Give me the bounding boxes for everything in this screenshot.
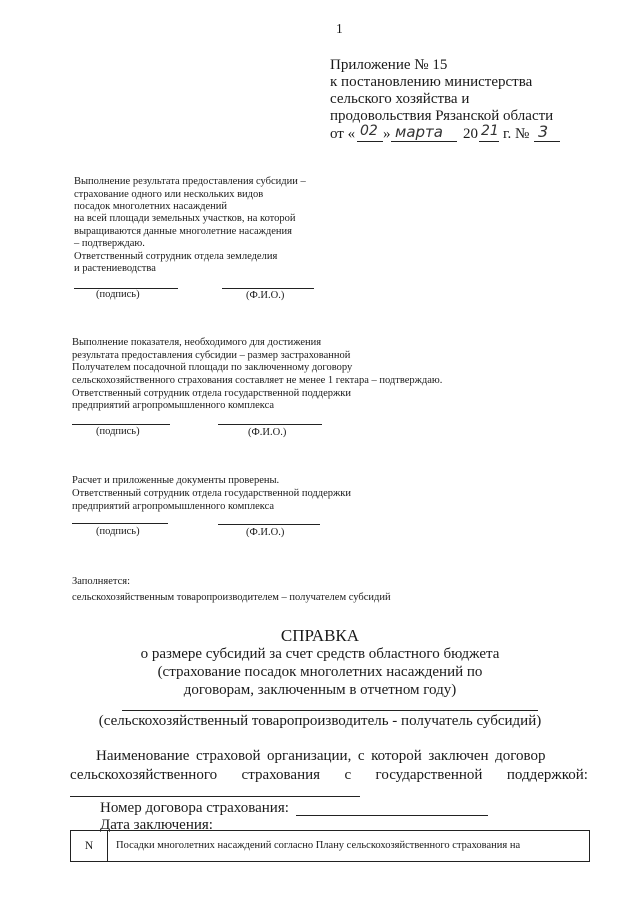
- name-line: [218, 424, 322, 425]
- appendix-year-prefix: 20: [463, 126, 478, 142]
- block-line: на всей площади земельных участков, на которой: [74, 213, 296, 224]
- month-underline: [391, 141, 457, 142]
- block-line: Ответственный сотрудник отдела государственной поддержки: [72, 488, 351, 499]
- insurer-name-line: [70, 796, 360, 797]
- contract-number-label: Номер договора страхования:: [100, 800, 289, 816]
- number-underline: [534, 141, 560, 142]
- block-line: Ответственный сотрудник отдела земледелия: [74, 251, 278, 262]
- appendix-line: сельского хозяйства и: [330, 91, 470, 107]
- block-line: и растениеводства: [74, 263, 156, 274]
- appendix-number: 3: [538, 122, 549, 141]
- block-line: Получателем посадочной площади по заключенному договору: [72, 362, 353, 373]
- block-line: – подтверждаю.: [74, 238, 145, 249]
- title-line: договорам, заключенным в отчетном году): [183, 682, 457, 698]
- block-line: предприятий агропромышленного комплекса: [72, 400, 275, 411]
- appendix-year-suffix: 21: [481, 123, 499, 139]
- appendix-month: марта: [395, 123, 443, 141]
- fill-note-label: Заполняется:: [72, 576, 130, 587]
- block-line: Ответственный сотрудник отдела государственной поддержки: [72, 388, 351, 399]
- signature-label: (подпись): [96, 426, 140, 437]
- block-line: результата предоставления субсидии – размер застрахованной: [72, 350, 351, 361]
- name-line: [222, 288, 314, 289]
- signature-line: [72, 523, 168, 524]
- year-underline: [479, 141, 499, 142]
- name-label: (Ф.И.О.): [248, 427, 287, 438]
- block-line: Выполнение показателя, необходимого для достижения: [72, 337, 322, 348]
- block-line: посадок многолетних насаждений: [74, 201, 228, 212]
- insurer-word: с: [344, 767, 352, 783]
- table-header-number: N: [71, 831, 108, 861]
- name-line: [218, 524, 320, 525]
- document-title: СПРАВКА: [280, 626, 360, 645]
- name-label: (Ф.И.О.): [246, 290, 285, 301]
- table-header-plantings: Посадки многолетних насаждений согласно Плану сельскохозяйственного страхования на: [116, 839, 521, 851]
- block-line: сельскохозяйственного страхования составляет не менее 1 гектара – подтверждаю.: [72, 375, 443, 386]
- title-line: (страхование посадок многолетних насаждений по: [157, 664, 483, 680]
- insurer-word: государственной: [375, 767, 483, 783]
- page-number: 1: [336, 21, 343, 36]
- insurance-table: [70, 830, 590, 862]
- contract-date-label: Дата заключения:: [100, 817, 213, 833]
- recipient-name-line: [122, 710, 538, 711]
- contract-number-line: [296, 815, 488, 816]
- appendix-day: 02: [360, 123, 378, 139]
- insurer-line-2: [70, 766, 588, 784]
- day-underline: [357, 141, 383, 142]
- appendix-year-unit: г. №: [503, 126, 530, 142]
- block-line: Расчет и приложенные документы проверены.: [72, 475, 280, 486]
- signature-label: (подпись): [96, 289, 140, 300]
- appendix-line: Приложение № 15: [330, 57, 448, 73]
- appendix-date-prefix: от «: [330, 126, 356, 142]
- insurer-word: сельскохозяйственного: [70, 767, 218, 783]
- signature-line: [72, 424, 170, 425]
- appendix-line: к постановлению министерства: [330, 74, 533, 90]
- recipient-caption: (сельскохозяйственный товаропроизводитель - получатель субсидий): [98, 713, 542, 729]
- block-line: предприятий агропромышленного комплекса: [72, 501, 275, 512]
- name-label: (Ф.И.О.): [246, 527, 285, 538]
- insurer-word: поддержкой:: [506, 767, 588, 783]
- block-line: Выполнение результата предоставления субсидии –: [74, 176, 306, 187]
- block-line: страхование одного или нескольких видов: [74, 189, 264, 200]
- title-line: о размере субсидий за счет средств областного бюджета: [140, 646, 500, 662]
- fill-note-text: сельскохозяйственным товаропроизводителем – получателем субсидий: [72, 592, 391, 603]
- appendix-date-mid: »: [383, 126, 391, 142]
- appendix-line: продовольствия Рязанской области: [330, 108, 554, 124]
- block-line: выращиваются данные многолетние насаждения: [74, 226, 292, 237]
- insurer-line: Наименование страховой организации, с которой заключен договор: [96, 748, 546, 764]
- insurer-word: страхования: [241, 767, 321, 783]
- signature-label: (подпись): [96, 526, 140, 537]
